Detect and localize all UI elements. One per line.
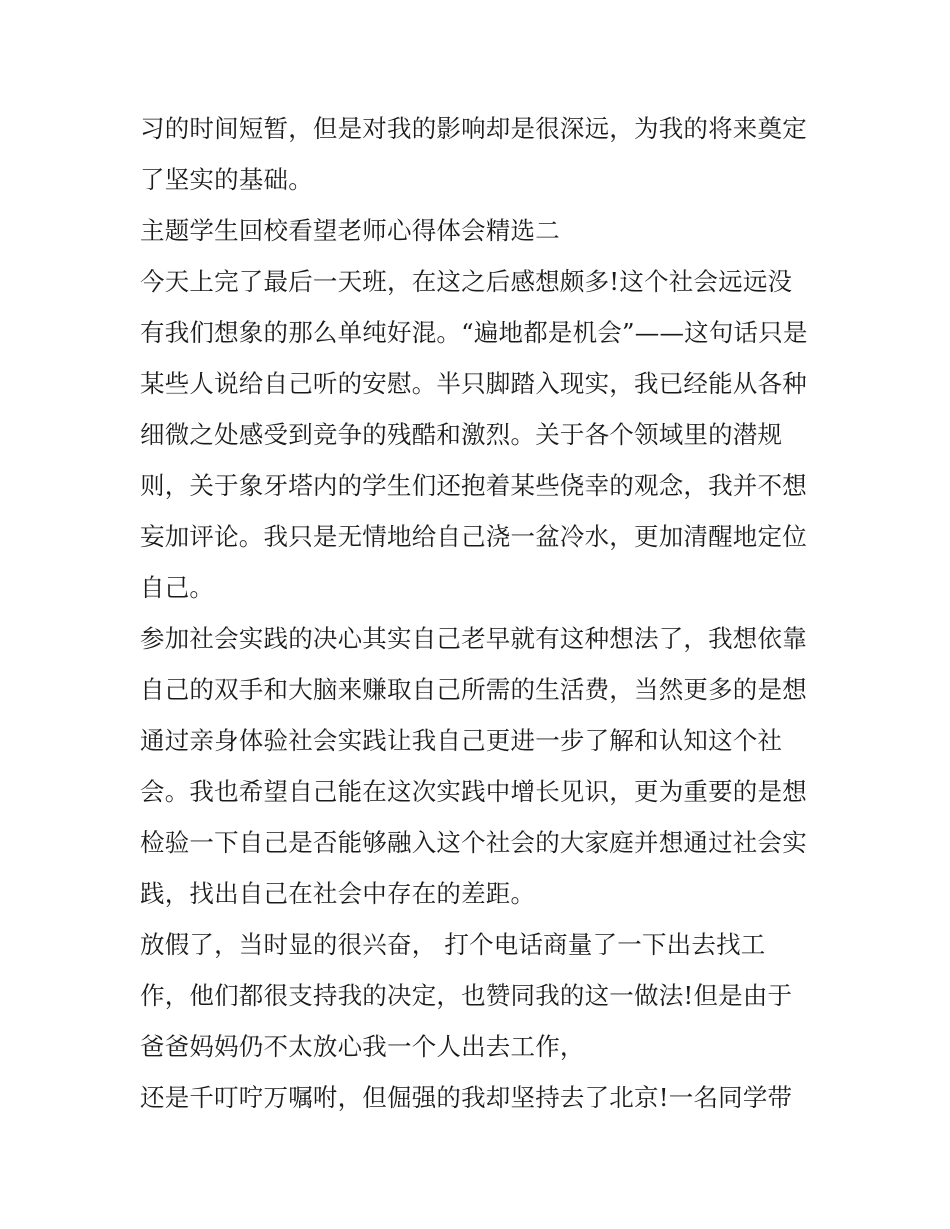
text-line: 参加社会实践的决心其实自己老早就有这种想法了，我想依靠 [140, 624, 807, 653]
text-line: 了坚实的基础。 [140, 165, 313, 194]
text-line: 检验一下自己是否能够融入这个社会的大家庭并想通过社会实 [140, 828, 807, 857]
text-line: 则，关于象牙塔内的学生们还抱着某些侥幸的观念，我并不想 [140, 471, 807, 500]
text-line: 某些人说给自己听的安慰。半只脚踏入现实，我已经能从各种 [140, 369, 807, 398]
text-line: 自己的双手和大脑来赚取自己所需的生活费，当然更多的是想 [140, 675, 807, 704]
text-line: 践，找出自己在社会中存在的差距。 [140, 879, 536, 908]
text-line: 作，他们都很支持我的决定，也赞同我的这一做法!但是由于 [140, 981, 793, 1010]
section-heading: 主题学生回校看望老师心得体会精选二 [140, 216, 560, 245]
text-line: 还是千叮咛万嘱咐，但倔强的我却坚持去了北京!一名同学带 [140, 1083, 793, 1112]
text-line: 细微之处感受到竞争的残酷和激烈。关于各个领域里的潜规 [140, 420, 783, 449]
text-line: 自己。 [140, 573, 215, 602]
text-line: 会。我也希望自己能在这次实践中增长见识，更为重要的是想 [140, 777, 807, 806]
text-line: 通过亲身体验社会实践让我自己更进一步了解和认知这个社 [140, 726, 783, 755]
text-line: 习的时间短暂，但是对我的影响却是很深远，为我的将来奠定 [140, 114, 807, 143]
text-line: 有我们想象的那么单纯好混。“遍地都是机会”——这句话只是 [140, 318, 808, 347]
text-line: 爸爸妈妈仍不太放心我一个人出去工作， [140, 1032, 585, 1061]
text-line: 放假了，当时显的很兴奋， 打个电话商量了一下出去找工 [140, 930, 766, 959]
text-line: 今天上完了最后一天班，在这之后感想颇多!这个社会远远没 [140, 267, 793, 296]
text-line: 妄加评论。我只是无情地给自己浇一盆冷水，更加清醒地定位 [140, 522, 807, 551]
